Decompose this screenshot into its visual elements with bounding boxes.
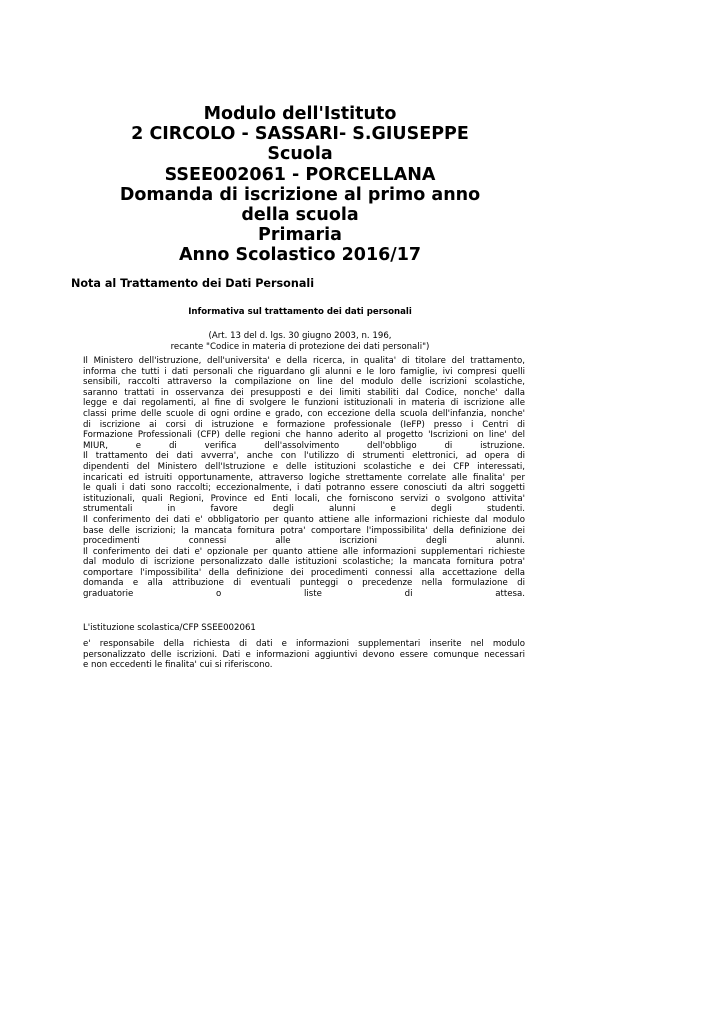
title-line: 2 CIRCOLO - SASSARI- S.GIUSEPPE bbox=[131, 124, 469, 145]
reference-line: recante "Codice in materia di protezione dei dati personali") bbox=[170, 341, 430, 352]
body-line: graduatorie o liste di attesa. bbox=[83, 589, 525, 600]
responsibility-line: e non eccedenti le finalita' cui si riferiscono. bbox=[83, 660, 273, 671]
body-line: informa che tutti i dati personali che riguardano gli alunni e le loro famiglie, ivi compresi quelli bbox=[83, 366, 525, 377]
body-line: domanda e alla attribuzione di eventuali punteggi o precedenze nella formulazione di bbox=[83, 578, 525, 589]
form-title bbox=[0, 104, 600, 266]
body-line: legge e dai regolamenti, al fine di svolgere le funzioni istituzionali in materia di iscrizione alle bbox=[83, 398, 525, 409]
info-heading: Informativa sul trattamento dei dati personali bbox=[188, 307, 412, 317]
section-heading: Nota al Trattamento dei Dati Personali bbox=[71, 277, 315, 290]
title-line: Primaria bbox=[258, 225, 342, 246]
body-line: strumentali in favore degli alunni e degli studenti. bbox=[83, 504, 525, 515]
responsibility-text bbox=[83, 639, 525, 671]
body-line: comportare l'impossibilita' della definizione dei procedimenti connessi alla accettazione della bbox=[83, 567, 525, 578]
body-line: incaricati ed istruiti opportunamente, attraverso logiche strettamente correlate alle finalita' per bbox=[83, 472, 525, 483]
body-line: base delle iscrizioni; la mancata fornitura potra' comportare l'impossibilita' della definizione dei bbox=[83, 525, 525, 536]
legal-reference bbox=[0, 331, 600, 352]
body-line: Il conferimento dei dati e' obbligatorio per quanto attiene alle informazioni richieste dal modulo bbox=[83, 514, 525, 525]
body-line: sensibili, raccolti attraverso la compilazione on line del modulo delle iscrizioni scolastiche, bbox=[83, 377, 525, 388]
body-line: istituzionali, quali Regioni, Province ed Enti locali, che forniscono servizi o svolgono attivita' bbox=[83, 493, 525, 504]
responsibility-line: e' responsabile della richiesta di dati e informazioni supplementari inserite nel modulo bbox=[83, 639, 525, 649]
title-line: della scuola bbox=[241, 205, 359, 226]
body-line: Il conferimento dei dati e' opzionale per quanto attiene alle informazioni supplementari richieste bbox=[83, 546, 525, 557]
institution-code-line: L'istituzione scolastica/CFP SSEE002061 bbox=[83, 623, 256, 633]
body-line: Formazione Professionali (CFP) delle regioni che hanno aderito al progetto 'Iscrizioni on line' del bbox=[83, 430, 525, 441]
body-line: classi prime delle scuole di ogni ordine e grado, con eccezione della scuola dell'infanzia, nonche' bbox=[83, 408, 525, 419]
body-line: Il trattamento dei dati avverra', anche con l'utilizzo di strumenti elettronici, ad opera di bbox=[83, 451, 525, 462]
privacy-notice-body bbox=[83, 356, 525, 600]
responsibility-line: personalizzato delle iscrizioni. Dati e informazioni aggiuntivi devono essere comunque necessari bbox=[83, 649, 525, 660]
title-line: Scuola bbox=[267, 144, 333, 165]
title-line: Domanda di iscrizione al primo anno bbox=[119, 184, 481, 205]
body-line: dal modulo di iscrizione personalizzato dalle istituzioni scolastiche; la mancata fornitura potra' bbox=[83, 557, 525, 568]
body-line: Il Ministero dell'istruzione, dell'universita' e della ricerca, in qualita' di titolare del trattamento, bbox=[83, 356, 525, 366]
body-line: le quali i dati sono raccolti; eccezionalmente, i dati potranno essere conosciuti da altri soggetti bbox=[83, 483, 525, 494]
body-line: procedimenti connessi alle iscrizioni degli alunni. bbox=[83, 536, 525, 547]
reference-line: (Art. 13 del d. lgs. 30 giugno 2003, n. 196, bbox=[208, 331, 392, 341]
title-line: Anno Scolastico 2016/17 bbox=[178, 245, 422, 266]
title-line: SSEE002061 - PORCELLANA bbox=[164, 164, 436, 185]
body-line: MIUR, e di verifica dell'assolvimento dell'obbligo di istruzione. bbox=[83, 440, 525, 451]
body-line: dipendenti del Ministero dell'Istruzione e delle istituzioni scolastiche e dei CFP interessati, bbox=[83, 461, 525, 472]
body-line: di iscrizione ai corsi di istruzione e formazione professionale (IeFP) presso i Centri di bbox=[83, 419, 525, 430]
body-line: saranno trattati in osservanza dei presupposti e dei limiti stabiliti dal Codice, nonche' dalla bbox=[83, 387, 525, 398]
title-line: Modulo dell'Istituto bbox=[203, 104, 397, 124]
